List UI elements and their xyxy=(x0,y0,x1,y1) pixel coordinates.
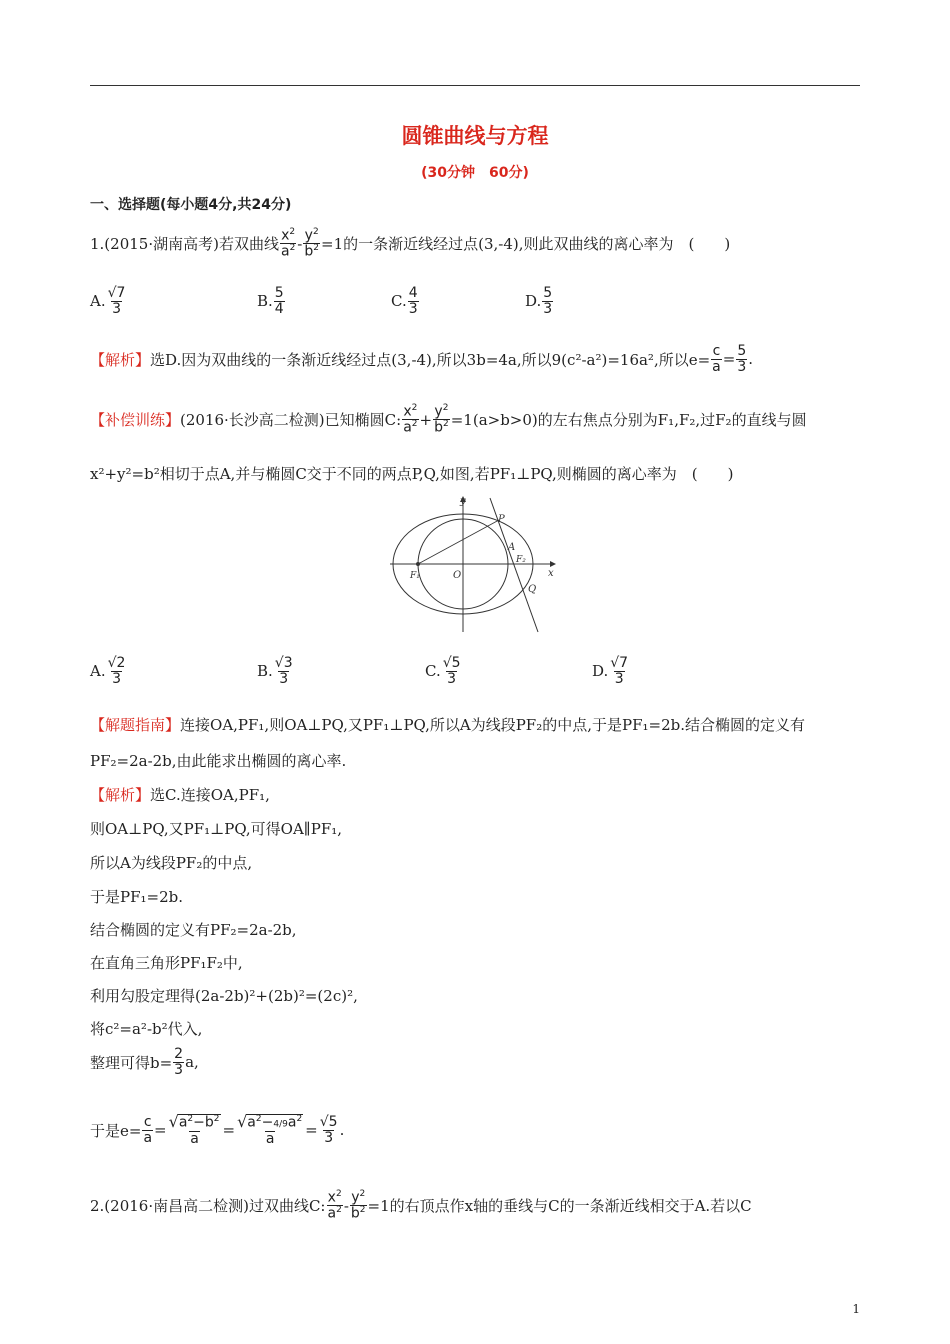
label-p: P xyxy=(498,514,505,525)
fraction-y2-b2: $\frac{y^2}{b^2}$ xyxy=(304,227,319,260)
question-2: 2.(2016·南昌高二检测)过双曲线C: $\frac{x^2}{a^2}$ - $\frac{y^2}{b^2}$ =1的右顶点作x轴的垂线与C的一条渐近线相交于A.若以C xyxy=(90,1189,752,1222)
guide-tag: 【解题指南】 xyxy=(90,716,181,734)
final-line: 于是e= $\frac{c}{a}$ = √ $a^2-b^2$ a = √ $a^2-4/9a^2$ a = $\frac{√5}{3}$ . xyxy=(90,1112,345,1147)
fraction-x2-a2: $\frac{x^2}{a^2}$ xyxy=(280,227,296,260)
q1-prefix: 1.(2015·湖南高考)若双曲线 xyxy=(90,235,279,254)
segment-pf1 xyxy=(418,520,499,564)
supp-analysis-line-6: 在直角三角形PF₁F₂中, xyxy=(90,954,243,972)
q1-choice-d: D. $\frac{5}{3}$ xyxy=(525,285,553,317)
page-number: 1 xyxy=(852,1302,860,1316)
guide-line-2: PF₂=2a-2b,由此能求出椭圆的离心率. xyxy=(90,752,347,770)
q1-choice-c: C. $\frac{4}{3}$ xyxy=(391,285,418,317)
label-x: x xyxy=(548,568,554,579)
supp-choice-a: A. $\frac{√2}{3}$ xyxy=(90,655,126,687)
q1-choice-b: B. $\frac{5}{4}$ xyxy=(257,285,284,317)
supp-line-2: x²+y²=b²相切于点A,并与椭圆C交于不同的两点P,Q,如图,若PF₁⊥PQ,则椭圆的离心率为 ( ) xyxy=(90,465,734,483)
supp-analysis-line-8: 将c²=a²-b²代入, xyxy=(90,1020,203,1038)
supp-analysis-line-7: 利用勾股定理得(2a-2b)²+(2b)²=(2c)², xyxy=(90,987,358,1005)
supp-analysis-line-4: 于是PF₁=2b. xyxy=(90,888,183,906)
supp-analysis-line-2: 则OA⊥PQ,又PF₁⊥PQ,可得OA∥PF₁, xyxy=(90,820,343,838)
label-f2: F₂ xyxy=(516,555,526,565)
label-q: Q xyxy=(528,584,537,595)
question-1: 1.(2015·湖南高考)若双曲线 $\frac{x^2}{a^2}$ - $\frac{y^2}{b^2}$ =1的一条渐近线经过点(3,-4),则此双曲线的离心率为 ( ) xyxy=(90,227,731,260)
page-title: 圆锥曲线与方程 xyxy=(401,124,549,148)
section-heading: 一、选择题(每小题4分,共24分) xyxy=(90,197,292,213)
supp-tag: 【补偿训练】 xyxy=(90,411,181,430)
label-o: O xyxy=(453,570,462,581)
q1-analysis: 【解析】 选D.因为双曲线的一条渐近线经过点(3,-4),所以3b=4a,所以9(c²-a²)=16a²,所以e= $\frac{c}{a}$ = $\frac{5}{3}$ . xyxy=(90,343,754,375)
analysis-tag: 【解析】 xyxy=(90,350,151,369)
supp-analysis-line-3: 所以A为线段PF₂的中点, xyxy=(90,854,253,872)
supp-analysis-line-1: 【解析】选C.连接OA,PF₁, xyxy=(90,786,270,804)
header-rule xyxy=(90,85,860,86)
q1-choice-a: A. $\frac{√7}{3}$ xyxy=(90,285,126,317)
label-y: y xyxy=(460,496,466,507)
guide-line-1: 【解题指南】连接OA,PF₁,则OA⊥PQ,又PF₁⊥PQ,所以A为线段PF₂的中点,于是PF₁=2b.结合椭圆的定义有 xyxy=(90,716,805,734)
tidy-line: 整理可得b= $\frac{2}{3}$ a, xyxy=(90,1046,199,1078)
supp-choice-d: D. $\frac{√7}{3}$ xyxy=(592,655,629,687)
supp-choice-c: C. $\frac{√5}{3}$ xyxy=(425,655,461,687)
supp-line-1: 【补偿训练】 (2016·长沙高二检测)已知椭圆C: $\frac{x^2}{a^2}$ + $\frac{y^2}{b^2}$ =1(a>b>0)的左右焦点分别为F₁,F₂,过F₂的直线与圆 xyxy=(90,403,807,436)
supp-choice-b: B. $\frac{√3}{3}$ xyxy=(257,655,293,687)
supp-analysis-line-5: 结合椭圆的定义有PF₂=2a-2b, xyxy=(90,921,297,939)
page-subtitle: (30分钟 60分) xyxy=(421,165,529,181)
label-f1: F₁ xyxy=(410,571,420,581)
supp-analysis-tag: 【解析】 xyxy=(90,786,151,804)
label-a: A xyxy=(508,542,516,553)
ellipse-figure xyxy=(390,492,560,634)
q1-suffix: =1的一条渐近线经过点(3,-4),则此双曲线的离心率为 ( ) xyxy=(321,235,731,254)
